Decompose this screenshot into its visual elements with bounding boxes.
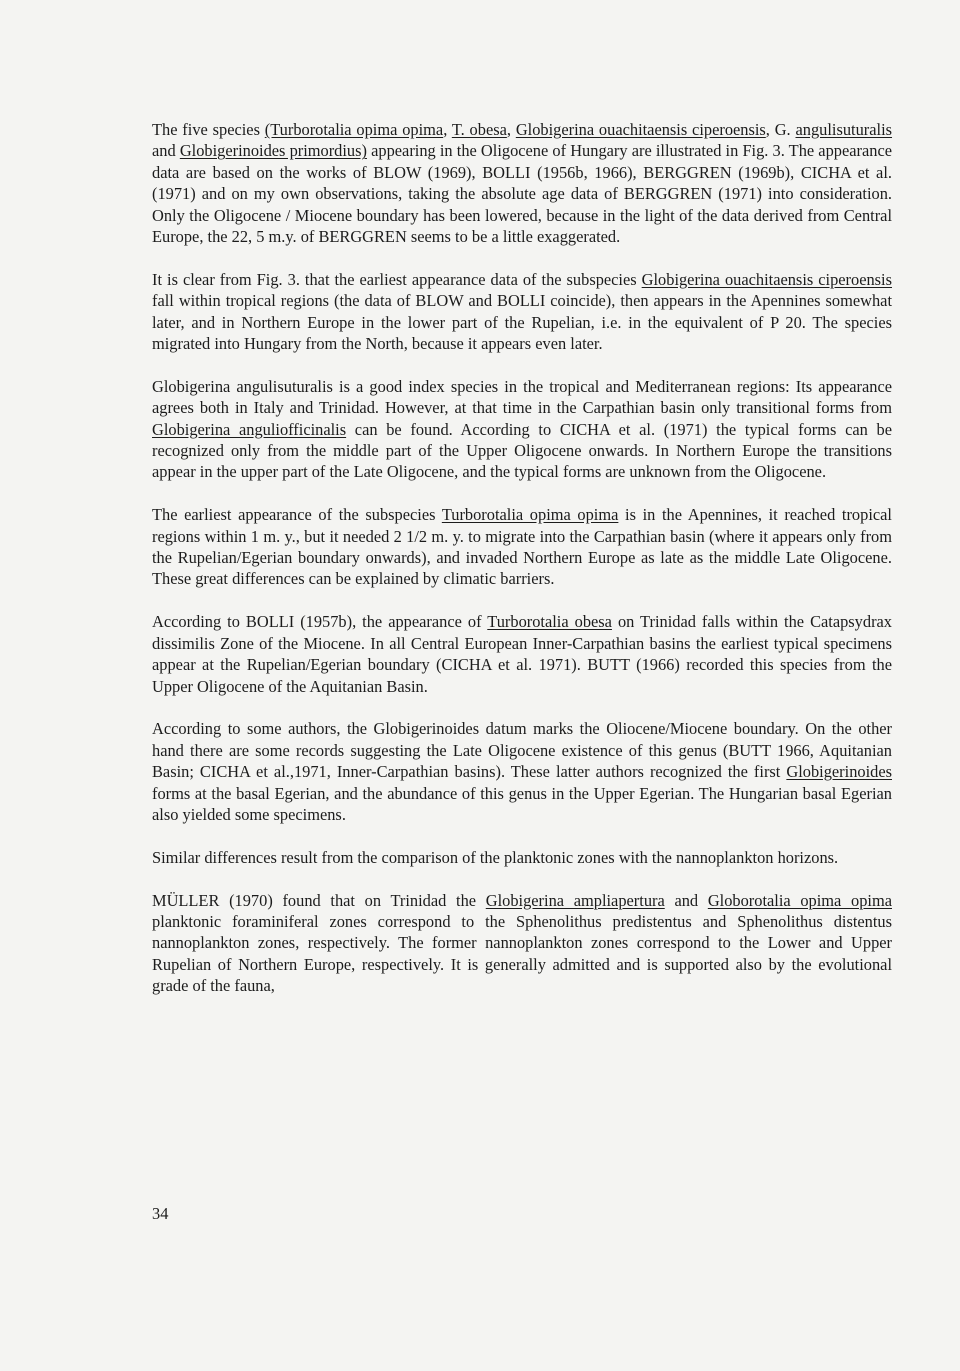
paragraph-8 bbox=[152, 890, 892, 997]
text-run: It is clear from Fig. 3. that the earliest appearance data of the subspecies bbox=[152, 269, 642, 289]
text-run: , bbox=[443, 120, 452, 139]
text-run: The five species bbox=[152, 120, 265, 139]
text-run: and bbox=[152, 141, 180, 161]
underlined-taxon-name: Turborotalia opima opima bbox=[441, 505, 619, 525]
text-run: appearing in the Oligocene of Hungary are illustrated in Fig. 3. The appearance data are based on the works of BLOW (1969), BOLLI (1956b, 1966), BERGGREN (1969b), CICHA et al. (1971) and on my own observations, taking the absolute age data of BERGGREN (1971) into consideration. Only the Oligocene / Miocene boundary has been lowered, because in the light of the data derived from Central Europe, the 22, 5 m.y. of BERGGREN seems to be a little exaggerated. bbox=[152, 141, 892, 247]
text-run: forms at the basal Egerian, and the abundance of this genus in the Upper Egerian. The Hungarian basal Egerian also yielded some specimens. bbox=[152, 783, 892, 824]
underlined-taxon-name: Globigerina ouachitaensis ciperoensis bbox=[641, 269, 892, 289]
paragraph-1 bbox=[152, 119, 892, 247]
paragraph-7 bbox=[152, 847, 892, 868]
text-run: According to some authors, the Globigerinoides datum marks the Oliocene/Miocene boundary. On the other hand there are some records suggesting the Late Oligocene existence of this genus (BUTT 1966, Aquitanian Basin; CICHA et al.,1971, Inner-Carpathian basins). These latter authors recognized the first bbox=[152, 719, 892, 782]
text-run: Globigerina angulisuturalis is a good index species in the tropical and Mediterranean regions: Its appearance agrees both in Italy and Trinidad. However, at that time in the Carpathian basin only transitional forms from bbox=[152, 376, 892, 418]
paragraph-3 bbox=[152, 376, 892, 483]
paragraph-6 bbox=[152, 718, 892, 825]
underlined-taxon-name: Globigerina ouachitaensis ciperoensis bbox=[515, 120, 766, 139]
underlined-taxon-name: Globigerina ampliapertura bbox=[485, 890, 665, 910]
text-run: , G. bbox=[765, 120, 796, 139]
text-run: can be found. According to CICHA et al. (1971) the typical forms can be recognized only from the middle part of the Upper Oligocene onwards. In Northern Europe the transitions appear in the upper part of the Late Oligocene, and the typical forms are unknown from the Oligocene. bbox=[152, 419, 892, 482]
text-run: planktonic foraminiferal zones correspond to the Sphenolithus predistentus and Sphenolithus distentus nannoplankton zones, respectively. The former nannoplankton zones correspond to the Lower and Upper Rupelian of Northern Europe, respectively. It is generally admitted and is supported also by the evolutional grade of the fauna, bbox=[152, 911, 892, 996]
text-run: MÜLLER (1970) found that on Trinidad the bbox=[152, 890, 486, 910]
body-text bbox=[152, 119, 892, 1018]
underlined-taxon-name: Turborotalia obesa bbox=[487, 612, 612, 632]
paragraph-2 bbox=[152, 269, 892, 355]
underlined-taxon-name: Globorotalia opima opima bbox=[707, 890, 892, 910]
underlined-taxon-name: T. obesa bbox=[451, 120, 507, 139]
paragraph-5 bbox=[152, 611, 892, 697]
text-run: Similar differences result from the comparison of the planktonic zones with the nannoplankton horizons. bbox=[152, 847, 839, 867]
text-run: , bbox=[506, 120, 516, 139]
page-number: 34 bbox=[152, 1204, 169, 1223]
text-run: fall within tropical regions (the data of BLOW and BOLLI coincide), then appears in the Apennines somewhat later, and in Northern Europe in the lower part of the Rupelian, i.e. in the equivalent of P 20. The species migrated into Hungary from the North, because it appears even later. bbox=[152, 291, 892, 354]
paragraph-4 bbox=[152, 504, 892, 590]
underlined-taxon-name: (Turborotalia opima opima bbox=[264, 120, 444, 139]
underlined-taxon-name: angulisuturalis bbox=[795, 120, 893, 139]
text-run: is in the Apennines, it reached tropical regions within 1 m. y., but it needed 2 1/2 m. y. to migrate into the Carpathian basin (where it appears only from the Rupelian/Egerian boundary onwards), and invaded Northern Europe as late as the middle Late Oligocene. These great differences can be explained by climatic barriers. bbox=[152, 505, 892, 589]
text-run: The earliest appearance of the subspecies bbox=[152, 505, 442, 525]
text-run: According to BOLLI (1957b), the appearance of bbox=[152, 612, 488, 632]
underlined-taxon-name: Globigerinoides primordius) bbox=[179, 141, 367, 161]
text-run: and bbox=[664, 890, 708, 910]
underlined-taxon-name: Globigerinoides bbox=[786, 762, 892, 782]
underlined-taxon-name: Globigerina anguliofficinalis bbox=[152, 419, 347, 439]
text-run: on Trinidad falls within the Catapsydrax dissimilis Zone of the Miocene. In all Central European Inner-Carpathian basins the earliest typical specimens appear at the Rupelian/Egerian boundary (CICHA et al. 1971). BUTT (1966) recorded this species from the Upper Oligocene of the Aquitanian Basin. bbox=[152, 612, 892, 696]
